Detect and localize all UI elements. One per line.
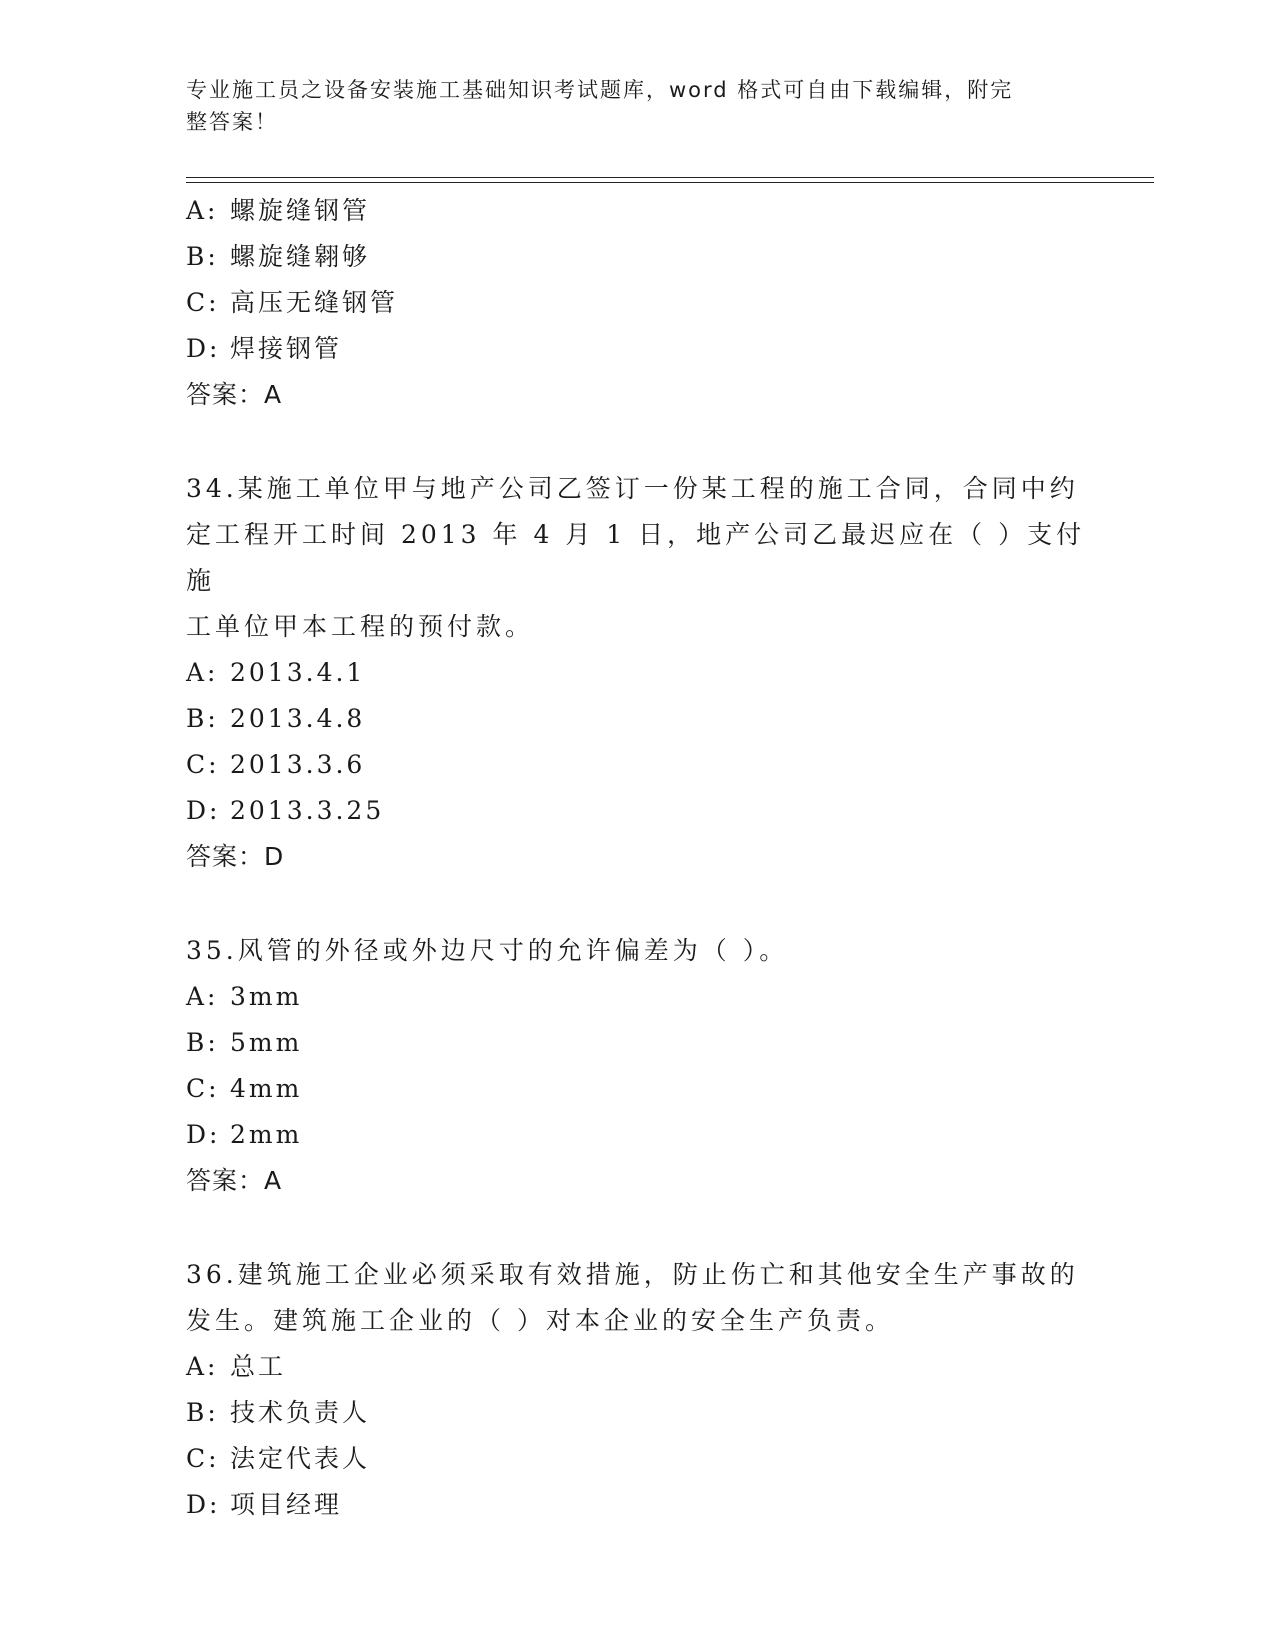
option-c [186,742,1086,788]
question-stem-line: 34.某施工单位甲与地产公司乙签订一份某工程的施工合同，合同中约 [186,474,1079,503]
option-key: D: [186,1490,221,1519]
option-key: C: [186,1074,220,1103]
question-34 [186,466,1086,880]
question-stem-line: 定工程开工时间 2013 年 4 月 1 日，地产公司乙最迟应在（ ）支付施 [186,520,1086,595]
option-a [186,188,1086,234]
question-stem-line: 发生。建筑施工企业的（ ）对本企业的安全生产负责。 [186,1306,894,1335]
option-text: 2013.3.25 [230,796,385,825]
question-stem-line: 工单位甲本工程的预付款。 [186,612,535,641]
option-text: 项目经理 [230,1490,343,1519]
option-text: 高压无缝钢管 [230,288,399,317]
option-c [186,1066,1086,1112]
option-key: A: [186,982,219,1011]
option-text: 螺旋缝钢管 [230,196,371,225]
option-key: C: [186,1444,220,1473]
option-b [186,234,1086,280]
option-key: A: [186,196,219,225]
option-key: B: [186,242,219,271]
question-list [186,188,1086,1528]
option-text: 3mm [230,982,303,1011]
option-key: D: [186,334,221,363]
option-text: 焊接钢管 [230,334,343,363]
option-b [186,1020,1086,1066]
option-key: B: [186,1028,219,1057]
answer: 答案：A [186,380,283,409]
option-key: A: [186,658,219,687]
answer: 答案：A [186,1166,283,1195]
header-divider-bottom [186,182,1154,183]
option-text: 2013.3.6 [230,750,366,779]
option-text: 5mm [230,1028,303,1057]
option-c [186,1436,1086,1482]
option-text: 2013.4.8 [230,704,366,733]
option-d [186,326,1086,372]
option-b [186,1390,1086,1436]
option-key: B: [186,704,219,733]
header-line-1: 专业施工员之设备安装施工基础知识考试题库，word 格式可自由下载编辑，附完 [186,78,1014,102]
question-35 [186,928,1086,1204]
option-key: D: [186,1120,221,1149]
option-text: 4mm [230,1074,303,1103]
option-text: 2mm [230,1120,303,1149]
option-a [186,650,1086,696]
answer: 答案：D [186,842,285,871]
header-line-2: 整答案！ [186,110,278,134]
document-header [186,74,1076,138]
question-stem-line: 35.风管的外径或外边尺寸的允许偏差为（ ）。 [186,936,789,965]
option-key: B: [186,1398,219,1427]
option-d [186,788,1086,834]
option-text: 法定代表人 [230,1444,371,1473]
option-key: D: [186,796,221,825]
option-text: 螺旋缝翱够 [230,242,371,271]
question-33-continued [186,188,1086,418]
option-text: 技术负责人 [230,1398,371,1427]
header-divider-top [186,177,1154,178]
option-d [186,1482,1086,1528]
option-key: C: [186,288,220,317]
option-key: A: [186,1352,219,1381]
option-a [186,1344,1086,1390]
option-a [186,974,1086,1020]
option-text: 总工 [230,1352,287,1381]
option-b [186,696,1086,742]
question-stem-line: 36.建筑施工企业必须采取有效措施，防止伤亡和其他安全生产事故的 [186,1260,1079,1289]
option-c [186,280,1086,326]
option-text: 2013.4.1 [230,658,366,687]
question-36 [186,1252,1086,1528]
option-key: C: [186,750,220,779]
option-d [186,1112,1086,1158]
